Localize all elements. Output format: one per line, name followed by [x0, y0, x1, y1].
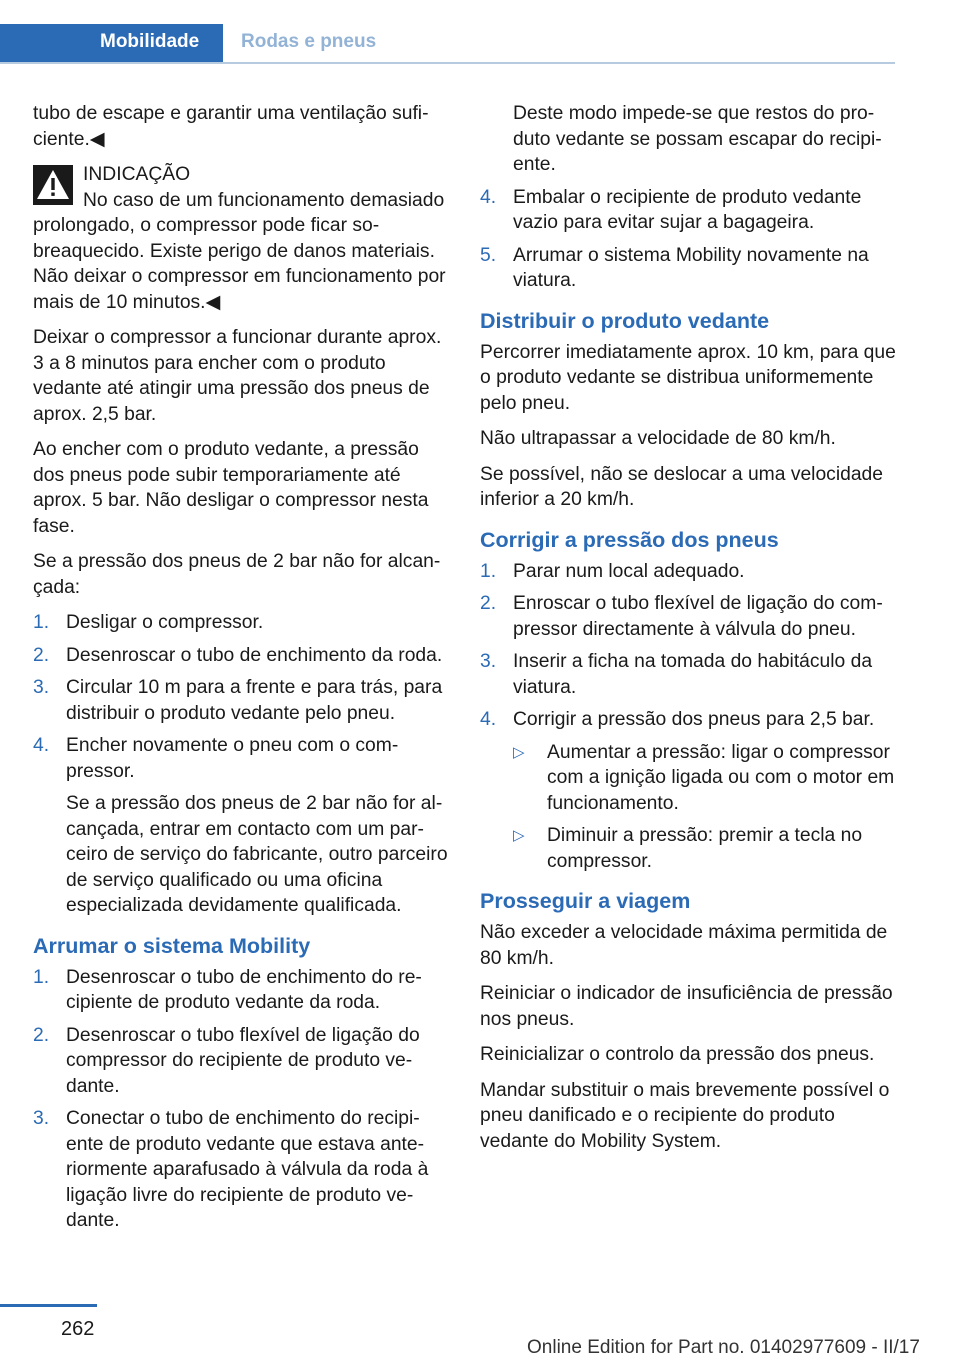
- list-item: 4. Embalar o recipiente de produto vedante vazio para evitar sujar a bagageira.: [480, 186, 862, 233]
- sub-list-item: ▷ Aumentar a pressão: ligar o compressor com a ignição ligada ou com o motor em funcionamento.: [513, 741, 895, 814]
- warning-icon: [33, 165, 73, 205]
- paragraph: Mandar substituir o mais brevemente possível o pneu danificado e o recipiente do produto vedante do Mobility System.: [480, 1079, 890, 1152]
- paragraph: Percorrer imediatamente aprox. 10 km, para que o produto vedante se distribua uniformemente pelo pneu.: [480, 341, 896, 414]
- list-item: 3. Conectar o tubo de enchimento do recipiente de produto vedante que estava anteriormente aparafusado à válvula da roda à ligação livre do recipiente de produto vedante.: [33, 1108, 429, 1231]
- paragraph: Reinicializar o controlo da pressão dos pneus.: [480, 1044, 875, 1065]
- step-number: 4.: [480, 709, 497, 730]
- step-number: 1.: [480, 560, 497, 582]
- triangle-bullet-icon: ▷: [513, 743, 525, 761]
- step-number: 4.: [33, 735, 50, 756]
- paragraph: Se a pressão dos pneus de 2 bar não for alcançada:: [33, 551, 441, 598]
- step-note: Se a pressão dos pneus de 2 bar não for alcançada, entrar em contacto com um parceiro de serviço do fabricante, outro parceiro de serviço qualificado ou uma oficina especializada devidamente qualificada.: [66, 793, 448, 916]
- list-item: 4. Encher novamente o pneu com o compressor. Se a pressão dos pneus de 2 bar não for alcançada, entrar em contacto com um parceiro de serviço do fabricante, outro parceiro de serviço qualificado ou uma oficina especializada devidamente qualificada.: [33, 733, 449, 919]
- section-heading: Arrumar o sistema Mobility: [33, 933, 311, 958]
- section-heading: Corrigir a pressão dos pneus: [480, 527, 779, 552]
- warning-text: No caso de um funcionamento demasiado prolongado, o compressor pode ficar sobreaquecido. Existe perigo de danos materiais. Não deixar o compressor em funcionamento por mais de 10 minutos.◀: [33, 189, 446, 313]
- section-heading: Prosseguir a viagem: [480, 889, 691, 913]
- list-item: 3. Inserir a ficha na tomada do habitáculo da viatura.: [480, 651, 873, 698]
- list-item: 1. Desenroscar o tubo de enchimento do recipiente de produto vedante da roda.: [33, 966, 422, 1013]
- step-number: 2.: [33, 1024, 50, 1046]
- steps-list: [480, 559, 896, 875]
- step-number: 2.: [480, 593, 497, 614]
- paragraph: Não exceder a velocidade máxima permitida de 80 km/h.: [480, 922, 888, 969]
- paragraph: Deixar o compressor a funcionar durante aprox. 3 a 8 minutos para encher com o produto vedante até atingir uma pressão dos pneus de aprox. 2,5 bar.: [33, 327, 442, 425]
- paragraph: Não ultrapassar a velocidade de 80 km/h.: [480, 428, 836, 449]
- edition-note: Online Edition for Part no. 01402977609 - II/17: [527, 1337, 920, 1358]
- warning-box: [33, 162, 449, 315]
- left-column: [33, 101, 449, 1244]
- step-number: 5.: [480, 244, 497, 266]
- step-number: 1.: [33, 612, 50, 633]
- list-item: 1. Parar num local adequado.: [480, 559, 896, 585]
- paragraph: Ao encher com o produto vedante, a pressão dos pneus pode subir temporariamente até aprox. 5 bar. Não desligar o compressor nesta fase.: [33, 439, 429, 537]
- section-heading: Distribuir o produto vedante: [480, 308, 770, 333]
- tab-rodas-e-pneus[interactable]: Rodas e pneus: [241, 31, 377, 52]
- sub-list: [513, 740, 896, 875]
- step-number: 3.: [33, 1108, 50, 1129]
- steps-list: [33, 610, 449, 919]
- page-header: [0, 24, 895, 64]
- tab-mobilidade[interactable]: Mobilidade: [0, 24, 223, 62]
- page-number: 262: [61, 1318, 95, 1340]
- list-item: 4. Corrigir a pressão dos pneus para 2,5 bar. ▷ Aumentar a pressão: ligar o compressor com a ignição ligada ou com o motor em funcionamento. ▷ Diminuir a pressão: premir a tecla no compressor.: [480, 707, 896, 874]
- list-item: 3. Circular 10 m para a frente e para trás, para distribuir o produto vedante pelo pneu.: [33, 677, 443, 724]
- list-item: Deste modo impede-se que restos do produto vedante se possam escapar do recipiente.: [513, 103, 882, 175]
- steps-list: [33, 965, 449, 1234]
- list-item: 2. Desenroscar o tubo flexível de ligação do compressor do recipiente de produto vedante.: [33, 1024, 420, 1097]
- triangle-bullet-icon: ▷: [513, 827, 525, 844]
- paragraph: Se possível, não se deslocar a uma velocidade inferior a 20 km/h.: [480, 463, 884, 510]
- step-number: 3.: [33, 677, 50, 698]
- step-number: 2.: [33, 644, 50, 666]
- step-number: 1.: [33, 966, 50, 988]
- list-item: 1. Desligar o compressor.: [33, 610, 449, 636]
- steps-list: [480, 101, 896, 294]
- paragraph: Reiniciar o indicador de insuficiência de pressão nos pneus.: [480, 983, 893, 1030]
- warning-title: INDICAÇÃO: [83, 164, 191, 185]
- sub-list-item: ▷ Diminuir a pressão: premir a tecla no compressor.: [513, 825, 863, 872]
- list-item: 2. Desenroscar o tubo de enchimento da roda.: [33, 643, 449, 669]
- list-item: 5. Arrumar o sistema Mobility novamente na viatura.: [480, 244, 869, 291]
- list-item: 2. Enroscar o tubo flexível de ligação do compressor directamente à válvula do pneu.: [480, 593, 883, 640]
- right-column: [480, 101, 896, 1164]
- paragraph: tubo de escape e garantir uma ventilação suficiente.◀: [33, 103, 429, 150]
- step-number: 3.: [480, 651, 497, 672]
- step-number: 4.: [480, 186, 497, 208]
- footer-rule: [0, 1304, 97, 1307]
